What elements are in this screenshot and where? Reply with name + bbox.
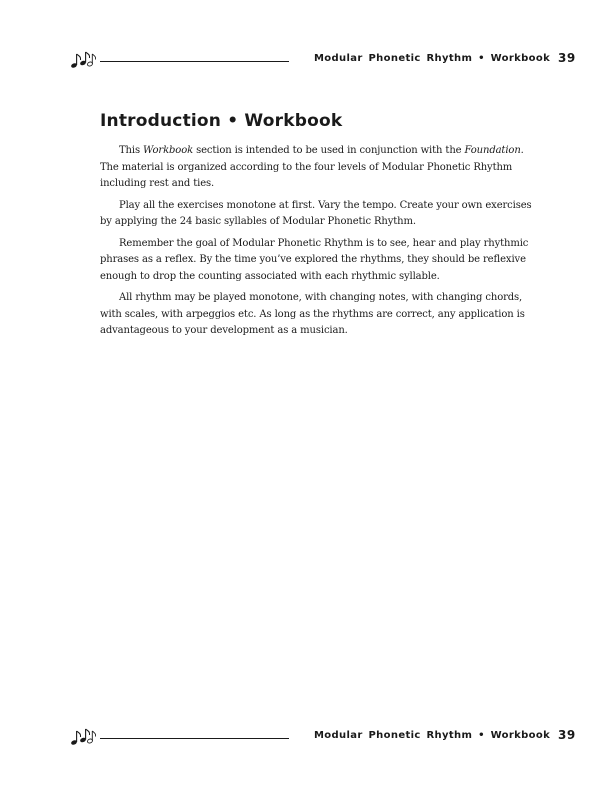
header-running-head: [70, 50, 580, 72]
eighth-notes-icon: [70, 50, 96, 70]
paragraph-1-tail: . The material is organized according to the four levels of Modular Phonetic Rhythm including rest and ties.: [100, 145, 524, 189]
paragraph-4: All rhythm may be played monotone, with changing notes, with changing chords, with scales, with arpeggios etc. As long as the rhythms are correct, any application is advantageous to your development as a musician.: [100, 292, 525, 336]
foundation-emphasis: Foundation: [464, 145, 521, 156]
workbook-emphasis: Workbook: [143, 145, 194, 156]
paragraph-2: Play all the exercises monotone at first. Vary the tempo. Create your own exercises by applying the 24 basic syllables of Modular Phonetic Rhythm.: [100, 199, 532, 227]
paragraph-3: Remember the goal of Modular Phonetic Rhythm is to see, hear and play rhythmic phrases as a reflex. By the time you’ve explored the rhythms, they should be reflexive enough to drop the counting associated with each rhythmic syllable.: [100, 237, 529, 282]
paragraph-1-lead: This: [119, 145, 144, 156]
footer-page-number: 39: [558, 728, 576, 742]
running-foot-title: Modular Phonetic Rhythm • Workbook: [314, 730, 551, 741]
paragraph-1-mid: section is intended to be used in conjunction with the: [193, 145, 465, 156]
section-heading: Introduction • Workbook: [100, 111, 343, 131]
page-number: 39: [558, 51, 576, 65]
header-rule: [100, 61, 289, 62]
paragraph-1: [100, 143, 544, 193]
footer-running-head: [70, 727, 580, 749]
footer-rule: [100, 738, 289, 739]
running-head-title: Modular Phonetic Rhythm • Workbook: [314, 53, 551, 64]
body-text: [100, 143, 544, 345]
eighth-notes-icon: [70, 727, 96, 747]
